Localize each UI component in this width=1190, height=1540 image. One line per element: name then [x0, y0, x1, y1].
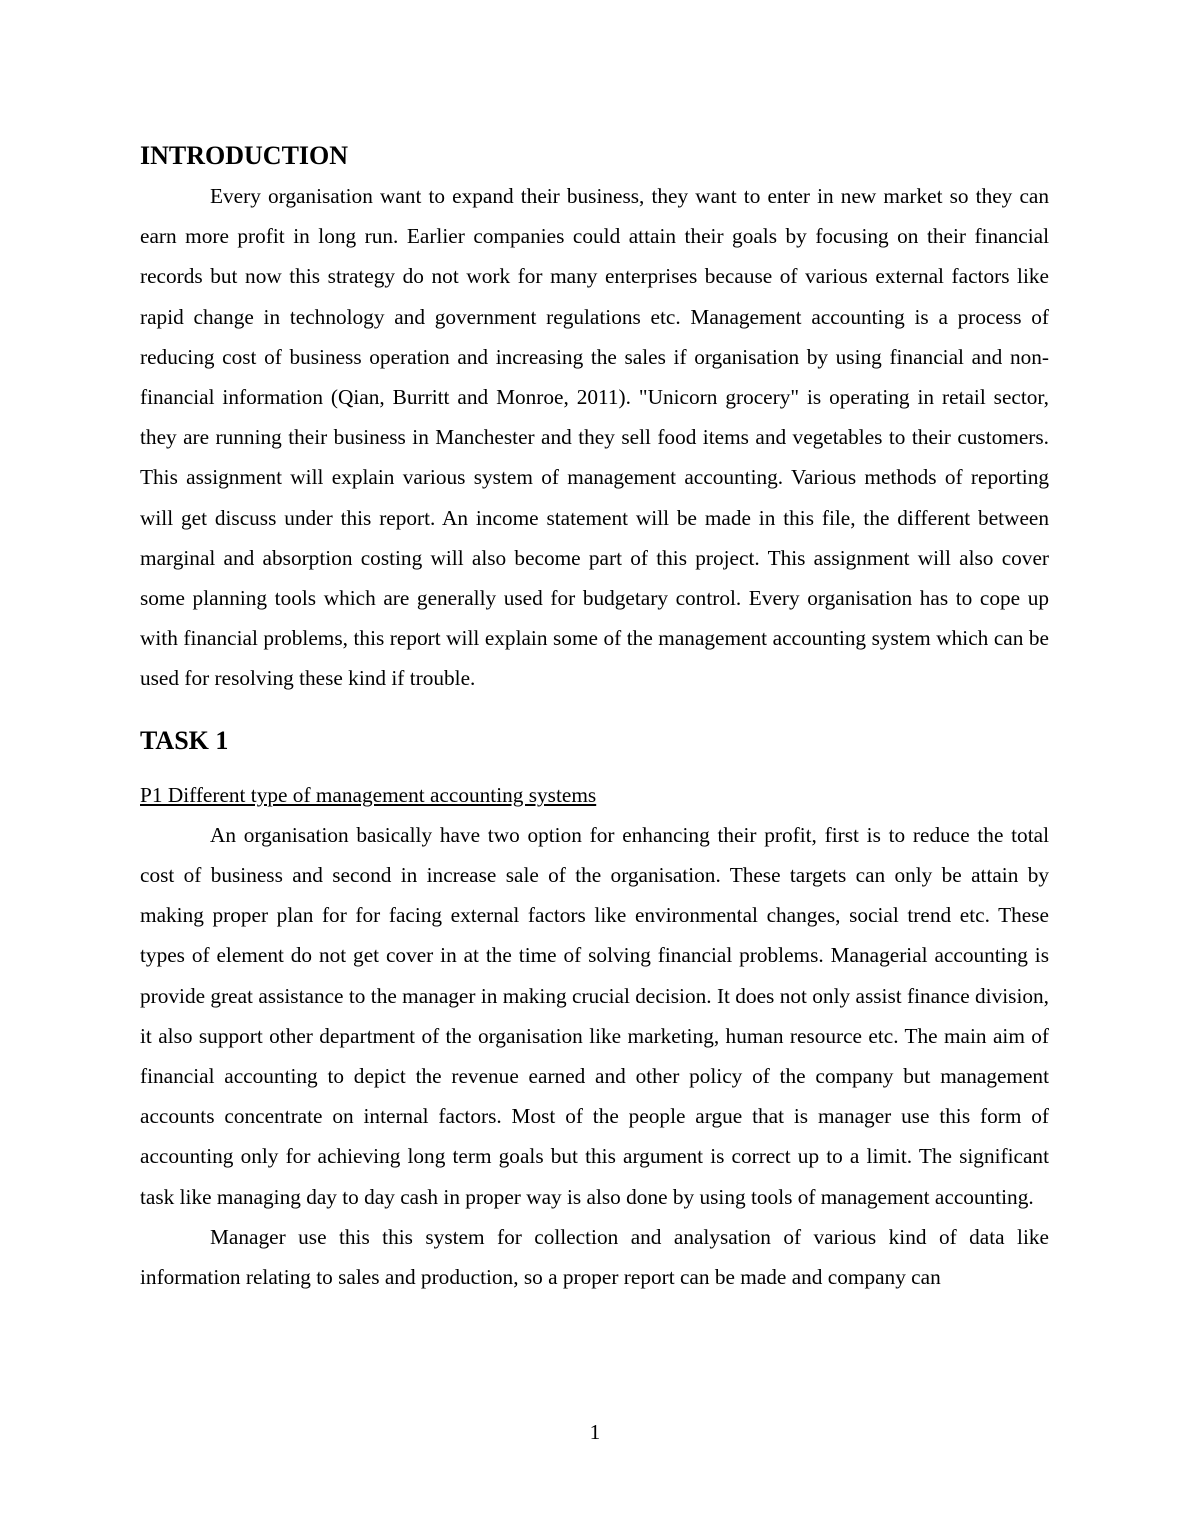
task-1-heading: TASK 1	[140, 725, 229, 755]
p1-paragraph-1: An organisation basically have two option for enhancing their profit, first is to reduce the total cost of business and second in increase sale of the organisation. These targets can only be attain by making proper plan for for facing external factors like environmental changes, social trend etc. These types of element do not get cover in at the time of solving financial problems. Managerial accounting is provide great assistance to the manager in making crucial decision. It does not only assist finance division, it also support other department of the organisation like marketing, human resource etc. The main aim of financial accounting to depict the revenue earned and other policy of the company but management accounts concentrate on internal factors. Most of the people argue that is manager use this form of accounting only for achieving long term goals but this argument is correct up to a limit. The significant task like managing day to day cash in proper way is also done by using tools of management accounting.	[140, 822, 1049, 1209]
introduction-heading: INTRODUCTION	[140, 141, 349, 170]
introduction-paragraph: Every organisation want to expand their business, they want to enter in new market so they can earn more profit in long run. Earlier companies could attain their goals by focusing on their financial records but now this strategy do not work for many enterprises because of various external factors like rapid change in technology and government regulations etc. Management accounting is a process of reducing cost of business operation and increasing the sales if organisation by using financial and non-financial information (Qian, Burritt and Monroe, 2011). "Unicorn grocery" is operating in retail sector, they are running their business in Manchester and they sell food items and vegetables to their customers. This assignment will explain various system of management accounting. Various methods of reporting will get discuss under this report. An income statement will be made in this file, the different between marginal and absorption costing will also become part of this project. This assignment will also cover some planning tools which are generally used for budgetary control. Every organisation has to cope up with financial problems, this report will explain some of the management accounting system which can be used for resolving these kind if trouble.	[140, 184, 1049, 691]
page-number: 1	[589, 1420, 601, 1444]
p1-paragraph-2: Manager use this this system for collection and analysation of various kind of data like information relating to sales and production, so a proper report can be made and company can	[140, 1224, 1049, 1290]
p1-subheading: P1 Different type of management accounting systems	[140, 782, 597, 807]
document-page	[140, 136, 1049, 1297]
